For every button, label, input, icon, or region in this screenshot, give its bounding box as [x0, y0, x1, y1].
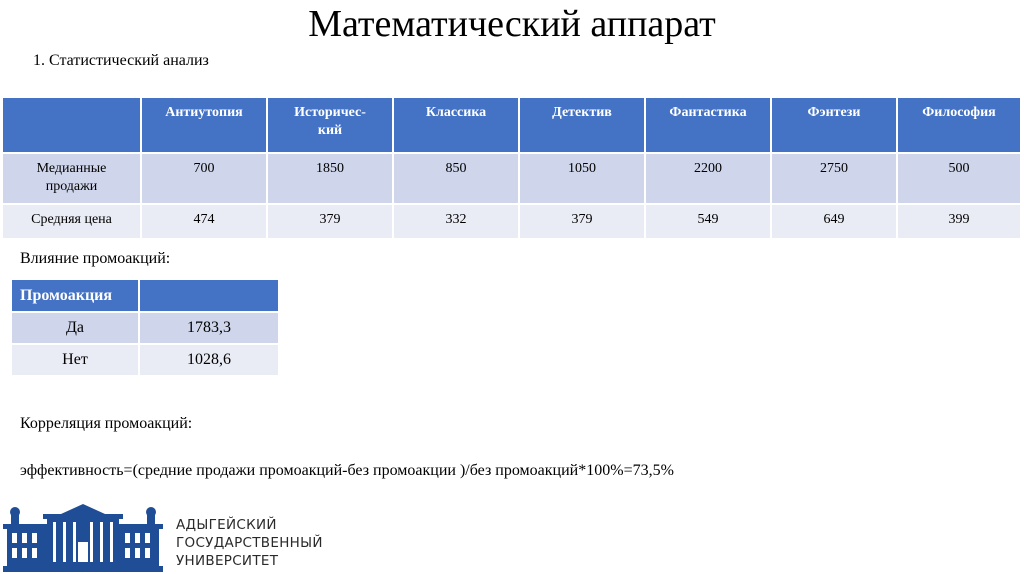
table-cell: 700	[141, 153, 267, 204]
header-cell: Историчес- кий	[267, 98, 393, 153]
header-cell: Фантастика	[645, 98, 771, 153]
row-label: Медианные продажи	[3, 153, 141, 204]
table-cell: 474	[141, 204, 267, 239]
header-cell: Философия	[897, 98, 1020, 153]
university-name-line: АДЫГЕЙСКИЙ	[176, 517, 277, 533]
header-cell	[3, 98, 141, 153]
university-name-line: УНИВЕРСИТЕТ	[176, 553, 279, 569]
table-row	[12, 344, 278, 376]
university-name-line: ГОСУДАРСТВЕННЫЙ	[176, 535, 323, 551]
header-cell: Детектив	[519, 98, 645, 153]
promo-table	[12, 280, 278, 377]
row-label: Средняя цена	[3, 204, 141, 239]
table-cell: 2200	[645, 153, 771, 204]
row-label: Нет	[12, 344, 139, 376]
table-cell: 1050	[519, 153, 645, 204]
header-cell: Классика	[393, 98, 519, 153]
table-header-row	[3, 98, 1020, 153]
table-cell: 850	[393, 153, 519, 204]
genre-stats-table	[3, 98, 1020, 240]
table-cell: 649	[771, 204, 897, 239]
table-cell: 332	[393, 204, 519, 239]
table-row	[12, 312, 278, 344]
table-row	[3, 153, 1020, 204]
table-cell: 379	[267, 204, 393, 239]
table-header-row	[12, 280, 278, 312]
row-label: Да	[12, 312, 139, 344]
table-row	[3, 204, 1020, 239]
university-building-icon	[3, 502, 163, 574]
table-cell: 549	[645, 204, 771, 239]
table-cell: 379	[519, 204, 645, 239]
section-subtitle: 1. Статистический анализ	[33, 52, 209, 69]
slide-title: Математический аппарат	[308, 3, 716, 45]
table-cell: 1028,6	[139, 344, 278, 376]
header-cell: Фэнтези	[771, 98, 897, 153]
university-name	[176, 516, 323, 570]
efficiency-formula: эффективность=(средние продажи промоакций-без промоакции )/без промоакций*100%=73,5%	[20, 462, 674, 479]
table-cell: 1850	[267, 153, 393, 204]
correlation-heading: Корреляция промоакций:	[20, 415, 193, 432]
header-cell	[139, 280, 278, 312]
table-cell: 500	[897, 153, 1020, 204]
header-cell: Промоакция	[12, 280, 139, 312]
table-cell: 399	[897, 204, 1020, 239]
promo-heading: Влияние промоакций:	[20, 250, 171, 267]
table-cell: 2750	[771, 153, 897, 204]
header-cell: Антиутопия	[141, 98, 267, 153]
table-cell: 1783,3	[139, 312, 278, 344]
